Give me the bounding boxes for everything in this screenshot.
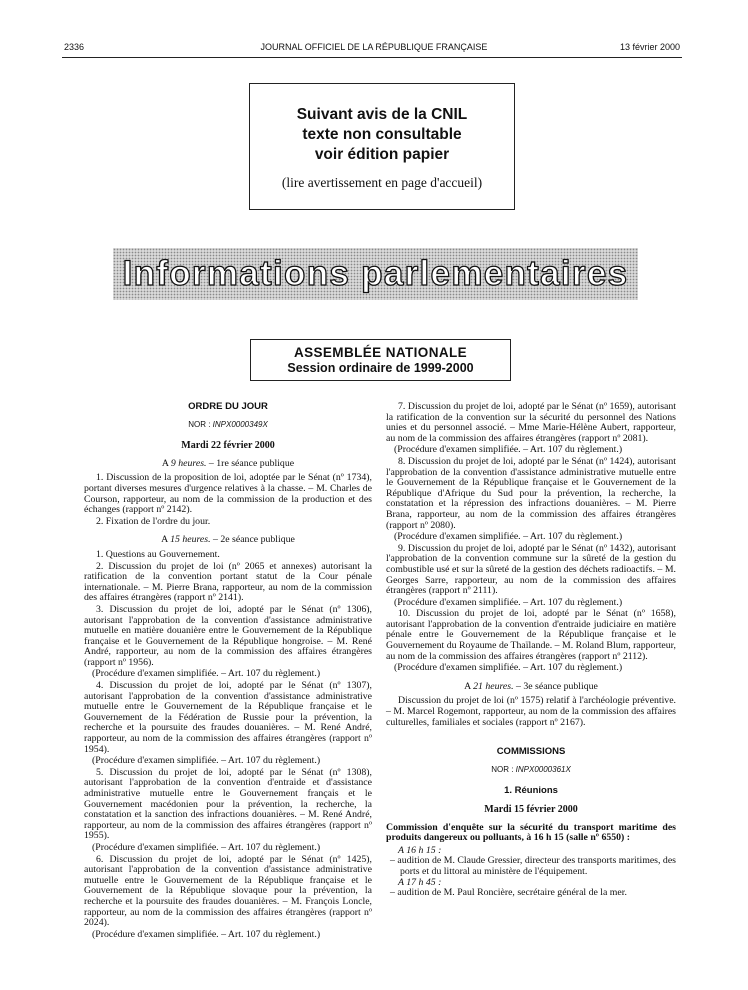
- seance-3-heading: [386, 682, 676, 693]
- procedure-note: (Procédure d'examen simplifiée. – Art. 107 du règlement.): [394, 662, 623, 674]
- agenda-item: 1. Discussion de la proposition de loi, adoptée par le Sénat (nº 1734), portant diverses mesures d'urgence relatives à la chasse. – M. Charles de Courson, rapporteur, au nom de la commission de la production et des échanges (rapport nº 2142).: [84, 472, 372, 516]
- nor-code: INPX0000349X: [212, 419, 268, 429]
- section-banner: [113, 248, 638, 300]
- reunions-title: 1. Réunions: [504, 785, 558, 797]
- commissions-title: COMMISSIONS: [496, 746, 566, 758]
- seance-label: – 3e séance publique: [513, 680, 598, 692]
- procedure-note: (Procédure d'examen simplifiée. – Art. 107 du règlement.): [394, 531, 623, 543]
- commission-name: Commission d'enquête sur la sécurité du transport maritime des produits dangereux ou polluants, à 16 h 15 (salle nº 6550) :: [386, 821, 676, 844]
- hearing-time-text: A 16 h 15 :: [398, 844, 442, 856]
- cnil-line-3: voir édition papier: [314, 146, 450, 163]
- page-header: [0, 42, 748, 56]
- seance-label: – 1re séance publique: [206, 457, 295, 469]
- journal-title: JOURNAL OFFICIEL DE LA RÉPUBLIQUE FRANÇAISE: [260, 42, 488, 52]
- cnil-note: (lire avertissement en page d'accueil): [281, 175, 483, 190]
- cnil-line-2: texte non consultable: [302, 126, 462, 143]
- seance-2-heading: [84, 535, 372, 546]
- cnil-notice-box: [249, 83, 515, 210]
- header-date: 13 février 2000: [619, 42, 680, 52]
- agenda-item: 10. Discussion du projet de loi, adopté par le Sénat (nº 1658), autorisant l'approbation de la convention d'entraide judiciaire en matière pénale entre le Gouvernement de la République française et le Gouvernement du Royaume de Thaïlande. – M. Roland Blum, rapporteur, au nom de la commission des affaires étrangères (rapport nº 2112).: [386, 608, 676, 662]
- assembly-session: Session ordinaire de 1999-2000: [287, 361, 474, 375]
- cnil-line-1: Suivant avis de la CNIL: [296, 106, 468, 123]
- hearing-item: – audition de M. Paul Roncière, secrétaire général de la mer.: [390, 887, 627, 899]
- right-column: [386, 402, 676, 899]
- nor-label: NOR :: [188, 419, 211, 429]
- nor-reference: [386, 765, 676, 776]
- agenda-item: 7. Discussion du projet de loi, adopté par le Sénat (nº 1659), autorisant la ratification de la convention sur la sécurité du personnel des Nations unies et du personnel associé. – Mme Marie-Hélène Aubert, rapporteur, au nom de la commission des affaires étrangères (rapport nº 2081).: [386, 401, 676, 444]
- seance-1-heading: [84, 459, 372, 470]
- nor-reference: [84, 420, 372, 431]
- procedure-note: (Procédure d'examen simplifiée. – Art. 107 du règlement.): [92, 755, 321, 767]
- procedure-note: (Procédure d'examen simplifiée. – Art. 107 du règlement.): [394, 596, 623, 608]
- agenda-item: 6. Discussion du projet de loi, adopté par le Sénat (nº 1425), autorisant l'approbation de la convention d'assistance administrative mutuelle entre le Gouvernement de la République française et le Gouvernement de la République slovaque pour la prévention, la recherche et la poursuite des fraudes douanières. – M. François Loncle, rapporteur, au nom de la commission des affaires étrangères (rapport nº 2024).: [84, 853, 372, 929]
- left-column: [84, 402, 372, 941]
- ordre-du-jour-title: ORDRE DU JOUR: [188, 401, 268, 412]
- assembly-box: [250, 339, 511, 381]
- seance-prefix: A: [161, 534, 168, 546]
- nor-code: INPX0000361X: [515, 764, 571, 774]
- agenda-item: 2. Discussion du projet de loi (nº 2065 et annexes) autorisant la ratification de la convention portant statut de la Cour pénale internationale. – M. Pierre Brana, rapporteur, au nom de la commission des affaires étrangères (rapport nº 2141).: [84, 560, 372, 604]
- procedure-note: (Procédure d'examen simplifiée. – Art. 107 du règlement.): [92, 928, 321, 940]
- hearing-time-text: A 17 h 45 :: [398, 876, 442, 888]
- assembly-title: ASSEMBLÉE NATIONALE: [293, 345, 468, 360]
- procedure-note: (Procédure d'examen simplifiée. – Art. 107 du règlement.): [394, 444, 623, 456]
- seance-label: – 2e séance publique: [210, 534, 295, 546]
- agenda-item: 2. Fixation de l'ordre du jour.: [96, 515, 211, 527]
- seance-prefix: A: [161, 457, 169, 469]
- agenda-item: Discussion du projet de loi (nº 1575) relatif à l'archéologie préventive. – M. Marcel Rogemont, rapporteur, au nom de la commission des affaires culturelles, familiales et sociales (rapport nº 2167).: [386, 695, 676, 728]
- session-day: Mardi 22 février 2000: [181, 440, 275, 452]
- seance-time: 21 heures.: [473, 680, 514, 692]
- banner-title: Informations parlementaires: [122, 254, 629, 293]
- hearing-item: – audition de M. Claude Gressier, directeur des transports maritimes, des ports et du littoral au ministère de l'équipement.: [390, 855, 676, 877]
- page-number: 2336: [64, 42, 85, 52]
- agenda-item: 9. Discussion du projet de loi, adopté par le Sénat (nº 1432), autorisant l'approbation de la convention commune sur la sûreté de la gestion du combustible usé et sur la sûreté de la gestion des déchets radioactifs. – M. Georges Sarre, rapporteur, au nom de la commission des affaires étrangères (rapport nº 2111).: [386, 542, 676, 597]
- agenda-item: 4. Discussion du projet de loi, adopté par le Sénat (nº 1307), autorisant l'approbation de la convention d'assistance administrative mutuelle entre le Gouvernement de la République française et le Gouvernement de la Fédération de Russie pour la prévention, la recherche et la poursuite des fraudes douanières. – M. René André, rapporteur, au nom de la commission des affaires étrangères (rapport nº 1954).: [84, 680, 372, 755]
- agenda-item: 5. Discussion du projet de loi, adopté par le Sénat (nº 1308), autorisant l'approbation de la convention d'entraide et d'assistance administrative mutuelle entre le Gouvernement français et le Gouvernement macédonien pour la prévention, la recherche, la constatation et la sanction des infractions douanières. – M. René André, rapporteur, au nom de la commission des affaires étrangères (rapport nº 1955).: [84, 766, 372, 842]
- seance-prefix: A: [464, 680, 471, 692]
- seance-time: 9 heures.: [170, 457, 207, 469]
- seance-time: 15 heures.: [170, 534, 211, 546]
- nor-label: NOR :: [491, 764, 514, 774]
- procedure-note: (Procédure d'examen simplifiée. – Art. 107 du règlement.): [92, 841, 321, 853]
- procedure-note: (Procédure d'examen simplifiée. – Art. 107 du règlement.): [92, 668, 321, 680]
- agenda-item: 1. Questions au Gouvernement.: [96, 548, 220, 560]
- agenda-item: 3. Discussion du projet de loi, adopté par le Sénat (nº 1306), autorisant l'approbation de la convention d'assistance administrative mutuelle en matière douanière entre le Gouvernement de la République française et le Gouvernement de la République hongroise. – M. René André, rapporteur, au nom de la commission des affaires étrangères (rapport nº 1956).: [84, 603, 372, 668]
- header-rule: [62, 57, 682, 58]
- agenda-item: 8. Discussion du projet de loi, adopté par le Sénat (nº 1424), autorisant l'approbation de la convention d'assistance administrative mutuelle entre le Gouvernement de la République française et le Gouvernement de la République d'Afrique du Sud pour la prévention, la recherche, la constatation et la répression des infractions douanières. – M. Pierre Brana, rapporteur, au nom de la commission des affaires étrangères (rapport nº 2080).: [386, 455, 676, 531]
- meeting-day: Mardi 15 février 2000: [484, 804, 578, 815]
